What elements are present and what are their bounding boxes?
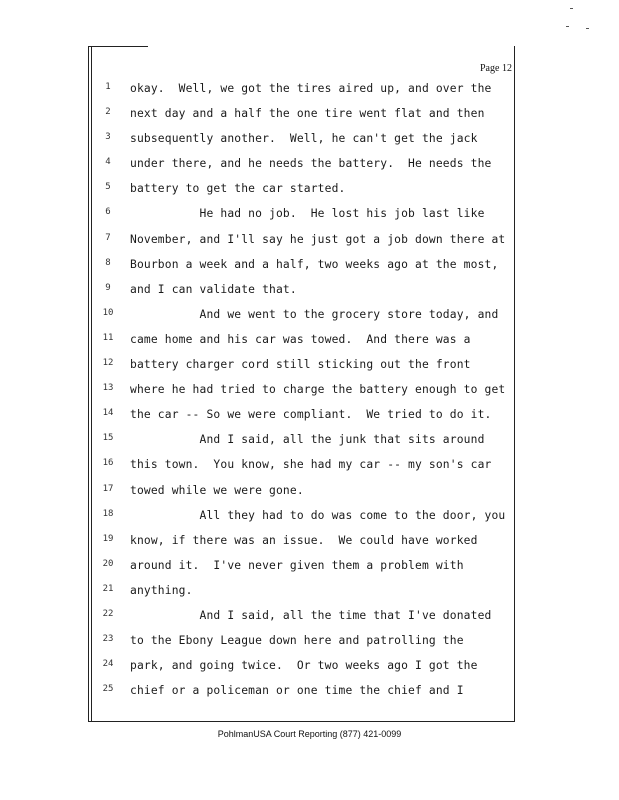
left-margin-rule <box>88 46 89 722</box>
line-text: came home and his car was towed. And there was a <box>130 332 471 346</box>
line-number: 1 <box>105 82 111 92</box>
line-number: 19 <box>102 533 114 544</box>
line-text: and I can validate that. <box>130 282 297 296</box>
line-number: 11 <box>102 332 114 343</box>
scan-speck <box>586 28 589 29</box>
transcript-line <box>100 383 510 408</box>
transcript-line <box>100 358 510 383</box>
transcript-line <box>100 132 510 157</box>
line-text: November, and I'll say he just got a job down there at <box>130 232 506 246</box>
line-number: 25 <box>102 684 114 695</box>
line-number: 12 <box>102 358 114 369</box>
line-text: around it. I've never given them a problem with <box>130 558 464 572</box>
line-number: 4 <box>105 157 111 168</box>
transcript-line <box>100 283 510 308</box>
transcript-line <box>100 258 510 283</box>
left-margin-rule-inner <box>91 46 92 722</box>
line-text: And we went to the grocery store today, and <box>130 307 499 321</box>
scan-speck <box>570 8 573 9</box>
line-text: okay. Well, we got the tires aired up, and over the <box>130 82 492 95</box>
transcript-line <box>100 182 510 207</box>
bottom-rule <box>88 721 515 722</box>
line-text: He had no job. He lost his job last like <box>130 207 485 221</box>
line-text: subsequently another. Well, he can't get the jack <box>130 132 478 146</box>
transcript-line <box>100 333 510 358</box>
line-text: under there, and he needs the battery. He needs the <box>130 157 492 171</box>
line-number: 18 <box>102 508 114 519</box>
line-number: 14 <box>102 408 114 419</box>
line-number: 23 <box>102 634 114 645</box>
line-text: the car -- So we were compliant. We tried to do it. <box>130 408 492 422</box>
transcript-line <box>100 559 510 584</box>
transcript-line <box>100 207 510 232</box>
line-number: 10 <box>102 307 114 318</box>
line-text: Bourbon a week and a half, two weeks ago at the most, <box>130 257 499 271</box>
line-number: 22 <box>102 608 114 619</box>
line-number: 2 <box>105 107 111 118</box>
line-number: 17 <box>102 483 114 494</box>
line-number: 21 <box>102 583 114 594</box>
transcript-line <box>100 233 510 258</box>
transcript-line <box>100 634 510 659</box>
transcript-line <box>100 408 510 433</box>
line-number: 7 <box>105 232 111 243</box>
line-number: 13 <box>102 383 114 394</box>
line-text: where he had tried to charge the battery enough to get <box>130 383 506 397</box>
line-text: chief or a policeman or one time the chief and I <box>130 684 464 698</box>
line-text: towed while we were gone. <box>130 483 304 497</box>
line-text: battery charger cord still sticking out the front <box>130 358 471 372</box>
transcript-line <box>100 659 510 684</box>
line-number: 15 <box>102 433 114 444</box>
court-reporter-footer: PohlmanUSA Court Reporting (877) 421-0099 <box>217 729 402 739</box>
page-number: Page 12 <box>480 63 512 74</box>
line-number: 6 <box>105 207 111 218</box>
line-text: And I said, all the junk that sits around <box>130 433 485 447</box>
transcript-line <box>100 458 510 483</box>
line-text: know, if there was an issue. We could have worked <box>130 533 478 547</box>
right-margin-rule <box>514 46 515 722</box>
line-text: next day and a half the one tire went flat and then <box>130 107 485 121</box>
line-number: 9 <box>105 282 111 293</box>
transcript-line <box>100 584 510 609</box>
line-number: 20 <box>102 558 114 569</box>
line-text: And I said, all the time that I've donated <box>130 608 492 622</box>
line-text: anything. <box>130 583 193 597</box>
transcript-line <box>100 534 510 559</box>
line-text: park, and going twice. Or two weeks ago I got the <box>130 659 478 673</box>
line-text: this town. You know, she had my car -- my son's car <box>130 458 492 472</box>
transcript-line <box>100 308 510 333</box>
transcript-line <box>100 107 510 132</box>
transcript-line <box>100 509 510 534</box>
transcript-lines <box>100 82 510 709</box>
top-rule <box>88 46 148 47</box>
transcript-line <box>100 484 510 509</box>
transcript-line <box>100 684 510 709</box>
line-text: battery to get the car started. <box>130 182 346 196</box>
line-number: 5 <box>105 182 111 193</box>
line-number: 24 <box>102 659 114 670</box>
line-text: to the Ebony League down here and patrolling the <box>130 634 464 648</box>
line-number: 16 <box>102 458 114 469</box>
scan-speck <box>566 26 569 27</box>
line-number: 3 <box>105 132 111 143</box>
transcript-line <box>100 157 510 182</box>
transcript-line <box>100 82 510 107</box>
transcript-line <box>100 609 510 634</box>
transcript-line <box>100 433 510 458</box>
line-number: 8 <box>105 257 111 268</box>
line-text: All they had to do was come to the door, you <box>130 508 506 522</box>
